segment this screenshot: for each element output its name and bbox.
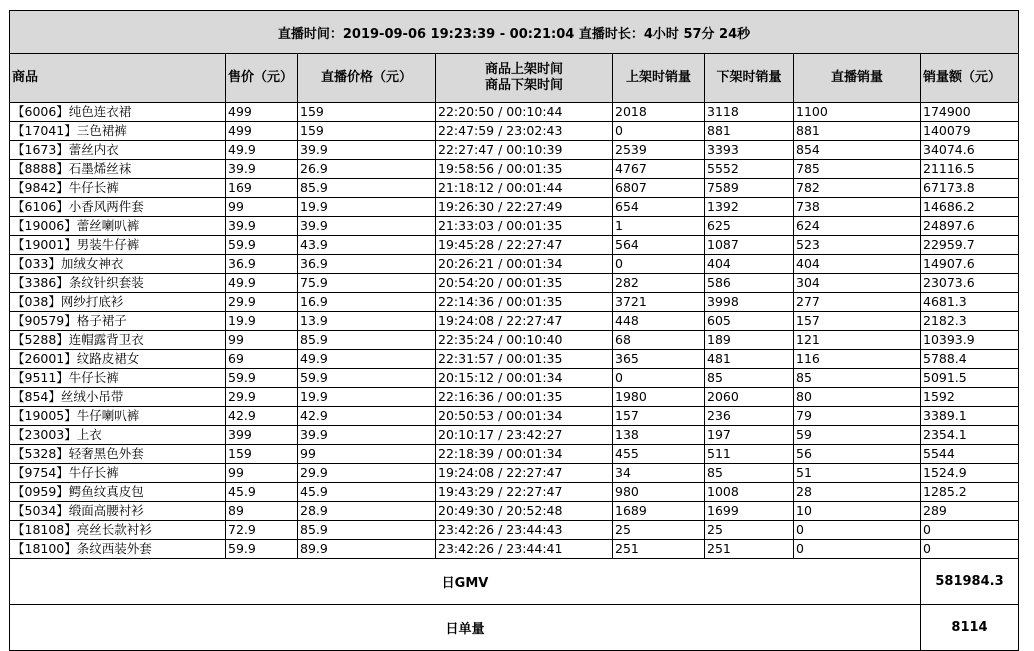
table-row: [10, 103, 1019, 122]
summary-orders-value: 8114: [921, 605, 1019, 651]
cell-shelf-time: 20:26:21 / 00:01:34: [436, 255, 613, 274]
cell-sales-off: 404: [705, 255, 794, 274]
header-live-price: 直播价格（元）: [298, 54, 436, 103]
cell-revenue: 24897.6: [921, 217, 1019, 236]
cell-price: 72.9: [226, 521, 298, 540]
cell-shelf-time: 19:24:08 / 22:27:47: [436, 312, 613, 331]
table-row: [10, 293, 1019, 312]
table-row: [10, 179, 1019, 198]
cell-revenue: 0: [921, 540, 1019, 559]
cell-price: 159: [226, 445, 298, 464]
cell-live-price: 75.9: [298, 274, 436, 293]
cell-sales-off: 586: [705, 274, 794, 293]
cell-live-price: 36.9: [298, 255, 436, 274]
cell-shelf-time: 19:43:29 / 22:27:47: [436, 483, 613, 502]
cell-product: 【18100】条纹西装外套: [10, 540, 226, 559]
cell-product: 【8888】石墨烯丝袜: [10, 160, 226, 179]
table-row: [10, 198, 1019, 217]
cell-sales-off: 605: [705, 312, 794, 331]
cell-sales-on: 1: [613, 217, 705, 236]
cell-sales-off: 625: [705, 217, 794, 236]
cell-sales-on: 0: [613, 369, 705, 388]
cell-sales-off: 189: [705, 331, 794, 350]
cell-live-sales: 79: [794, 407, 921, 426]
cell-shelf-time: 19:26:30 / 22:27:49: [436, 198, 613, 217]
cell-sales-on: 6807: [613, 179, 705, 198]
cell-revenue: 0: [921, 521, 1019, 540]
table-row: [10, 255, 1019, 274]
cell-sales-on: 564: [613, 236, 705, 255]
cell-revenue: 2182.3: [921, 312, 1019, 331]
header-sales-off: 下架时销量: [705, 54, 794, 103]
cell-sales-on: 4767: [613, 160, 705, 179]
cell-live-sales: 59: [794, 426, 921, 445]
summary-gmv-label: 日GMV: [10, 559, 921, 605]
cell-live-price: 43.9: [298, 236, 436, 255]
cell-live-price: 39.9: [298, 217, 436, 236]
header-shelf-time-on: 商品上架时间: [484, 62, 563, 77]
cell-revenue: 67173.8: [921, 179, 1019, 198]
cell-live-price: 39.9: [298, 141, 436, 160]
cell-product: 【6006】纯色连衣裙: [10, 103, 226, 122]
cell-shelf-time: 22:35:24 / 00:10:40: [436, 331, 613, 350]
cell-sales-off: 1008: [705, 483, 794, 502]
cell-live-sales: 785: [794, 160, 921, 179]
cell-live-price: 39.9: [298, 426, 436, 445]
cell-shelf-time: 22:47:59 / 23:02:43: [436, 122, 613, 141]
cell-price: 99: [226, 464, 298, 483]
cell-price: 45.9: [226, 483, 298, 502]
cell-revenue: 140079: [921, 122, 1019, 141]
cell-sales-on: 251: [613, 540, 705, 559]
cell-sales-off: 3118: [705, 103, 794, 122]
cell-product: 【6106】小香风两件套: [10, 198, 226, 217]
cell-live-price: 85.9: [298, 179, 436, 198]
cell-price: 49.9: [226, 274, 298, 293]
cell-shelf-time: 23:42:26 / 23:44:41: [436, 540, 613, 559]
cell-sales-off: 1699: [705, 502, 794, 521]
cell-revenue: 23073.6: [921, 274, 1019, 293]
cell-revenue: 14686.2: [921, 198, 1019, 217]
cell-price: 499: [226, 103, 298, 122]
summary-row-gmv: [10, 559, 1019, 605]
cell-sales-off: 85: [705, 464, 794, 483]
cell-sales-on: 2018: [613, 103, 705, 122]
table-row: [10, 483, 1019, 502]
cell-product: 【5328】轻奢黑色外套: [10, 445, 226, 464]
cell-live-sales: 854: [794, 141, 921, 160]
cell-sales-on: 3721: [613, 293, 705, 312]
table-row: [10, 141, 1019, 160]
title-row: [10, 11, 1019, 54]
cell-revenue: 3389.1: [921, 407, 1019, 426]
cell-revenue: 22959.7: [921, 236, 1019, 255]
cell-revenue: 174900: [921, 103, 1019, 122]
header-revenue: 销量额（元）: [921, 54, 1019, 103]
header-row: [10, 54, 1019, 103]
cell-live-sales: 85: [794, 369, 921, 388]
header-sales-on: 上架时销量: [613, 54, 705, 103]
cell-live-price: 85.9: [298, 331, 436, 350]
table-row: [10, 502, 1019, 521]
cell-price: 399: [226, 426, 298, 445]
cell-live-sales: 0: [794, 521, 921, 540]
cell-product: 【23003】上衣: [10, 426, 226, 445]
cell-sales-off: 85: [705, 369, 794, 388]
cell-shelf-time: 19:58:56 / 00:01:35: [436, 160, 613, 179]
table-row: [10, 217, 1019, 236]
cell-shelf-time: 19:24:08 / 22:27:47: [436, 464, 613, 483]
cell-live-price: 85.9: [298, 521, 436, 540]
cell-live-price: 89.9: [298, 540, 436, 559]
cell-price: 36.9: [226, 255, 298, 274]
table-row: [10, 236, 1019, 255]
live-time-title: 直播时间：2019-09-06 19:23:39 - 00:21:04 直播时长：4小时 57分 24秒: [10, 11, 1019, 54]
cell-live-price: 99: [298, 445, 436, 464]
header-shelf-time: [436, 54, 613, 103]
cell-revenue: 14907.6: [921, 255, 1019, 274]
header-product: 商品: [10, 54, 226, 103]
cell-price: 59.9: [226, 369, 298, 388]
cell-shelf-time: 21:18:12 / 00:01:44: [436, 179, 613, 198]
cell-price: 29.9: [226, 293, 298, 312]
cell-live-price: 28.9: [298, 502, 436, 521]
cell-price: 19.9: [226, 312, 298, 331]
cell-product: 【9511】牛仔长裤: [10, 369, 226, 388]
cell-price: 49.9: [226, 141, 298, 160]
cell-sales-off: 2060: [705, 388, 794, 407]
cell-sales-off: 511: [705, 445, 794, 464]
cell-sales-on: 0: [613, 122, 705, 141]
sales-table: [9, 10, 1019, 651]
summary-row-orders: [10, 605, 1019, 651]
cell-live-sales: 157: [794, 312, 921, 331]
cell-product: 【90579】格子裙子: [10, 312, 226, 331]
cell-sales-off: 25: [705, 521, 794, 540]
summary-gmv-value: 581984.3: [921, 559, 1019, 605]
cell-sales-on: 1980: [613, 388, 705, 407]
cell-sales-off: 197: [705, 426, 794, 445]
cell-product: 【038】网纱打底衫: [10, 293, 226, 312]
cell-live-sales: 277: [794, 293, 921, 312]
cell-live-price: 19.9: [298, 198, 436, 217]
cell-shelf-time: 22:16:36 / 00:01:35: [436, 388, 613, 407]
live-stream-sales-sheet: [9, 10, 1018, 651]
cell-live-sales: 51: [794, 464, 921, 483]
table-row: [10, 274, 1019, 293]
cell-shelf-time: 21:33:03 / 00:01:35: [436, 217, 613, 236]
cell-live-price: 13.9: [298, 312, 436, 331]
cell-live-price: 49.9: [298, 350, 436, 369]
cell-sales-off: 5552: [705, 160, 794, 179]
cell-live-price: 45.9: [298, 483, 436, 502]
cell-product: 【1673】蕾丝内衣: [10, 141, 226, 160]
cell-revenue: 34074.6: [921, 141, 1019, 160]
cell-sales-off: 1087: [705, 236, 794, 255]
cell-live-sales: 0: [794, 540, 921, 559]
cell-shelf-time: 19:45:28 / 22:27:47: [436, 236, 613, 255]
cell-revenue: 5544: [921, 445, 1019, 464]
table-row: [10, 388, 1019, 407]
cell-revenue: 5091.5: [921, 369, 1019, 388]
cell-product: 【5034】缎面高腰衬衫: [10, 502, 226, 521]
table-row: [10, 312, 1019, 331]
cell-sales-on: 2539: [613, 141, 705, 160]
cell-sales-on: 282: [613, 274, 705, 293]
header-live-sales: 直播销量: [794, 54, 921, 103]
cell-sales-on: 157: [613, 407, 705, 426]
cell-sales-off: 236: [705, 407, 794, 426]
table-row: [10, 122, 1019, 141]
cell-shelf-time: 23:42:26 / 23:44:43: [436, 521, 613, 540]
cell-live-sales: 116: [794, 350, 921, 369]
cell-product: 【854】丝绒小吊带: [10, 388, 226, 407]
cell-live-sales: 80: [794, 388, 921, 407]
cell-price: 69: [226, 350, 298, 369]
cell-product: 【19001】男装牛仔裤: [10, 236, 226, 255]
cell-product: 【18108】亮丝长款衬衫: [10, 521, 226, 540]
cell-sales-on: 980: [613, 483, 705, 502]
cell-sales-on: 455: [613, 445, 705, 464]
cell-live-sales: 738: [794, 198, 921, 217]
cell-shelf-time: 22:31:57 / 00:01:35: [436, 350, 613, 369]
cell-revenue: 1592: [921, 388, 1019, 407]
cell-sales-off: 251: [705, 540, 794, 559]
cell-revenue: 21116.5: [921, 160, 1019, 179]
table-row: [10, 331, 1019, 350]
table-row: [10, 369, 1019, 388]
table-row: [10, 464, 1019, 483]
cell-revenue: 5788.4: [921, 350, 1019, 369]
cell-price: 39.9: [226, 217, 298, 236]
cell-revenue: 1285.2: [921, 483, 1019, 502]
cell-live-sales: 28: [794, 483, 921, 502]
cell-revenue: 10393.9: [921, 331, 1019, 350]
cell-product: 【19005】牛仔喇叭裤: [10, 407, 226, 426]
cell-live-sales: 881: [794, 122, 921, 141]
cell-live-price: 26.9: [298, 160, 436, 179]
cell-shelf-time: 20:15:12 / 00:01:34: [436, 369, 613, 388]
cell-sales-on: 34: [613, 464, 705, 483]
cell-product: 【5288】连帽露背卫衣: [10, 331, 226, 350]
cell-shelf-time: 20:10:17 / 23:42:27: [436, 426, 613, 445]
cell-price: 169: [226, 179, 298, 198]
cell-product: 【26001】纹路皮裙女: [10, 350, 226, 369]
header-shelf-time-off: 商品下架时间: [484, 78, 563, 93]
cell-sales-on: 1689: [613, 502, 705, 521]
cell-live-price: 159: [298, 122, 436, 141]
cell-revenue: 1524.9: [921, 464, 1019, 483]
cell-sales-on: 0: [613, 255, 705, 274]
cell-product: 【3386】条纹针织套装: [10, 274, 226, 293]
cell-revenue: 289: [921, 502, 1019, 521]
cell-sales-off: 3393: [705, 141, 794, 160]
cell-sales-on: 654: [613, 198, 705, 217]
cell-price: 29.9: [226, 388, 298, 407]
cell-sales-on: 448: [613, 312, 705, 331]
cell-price: 99: [226, 331, 298, 350]
table-row: [10, 426, 1019, 445]
cell-sales-off: 881: [705, 122, 794, 141]
cell-shelf-time: 20:49:30 / 20:52:48: [436, 502, 613, 521]
cell-sales-on: 365: [613, 350, 705, 369]
cell-product: 【033】加绒女神衣: [10, 255, 226, 274]
cell-live-sales: 304: [794, 274, 921, 293]
cell-live-price: 29.9: [298, 464, 436, 483]
cell-sales-on: 25: [613, 521, 705, 540]
table-row: [10, 350, 1019, 369]
cell-product: 【19006】蕾丝喇叭裤: [10, 217, 226, 236]
cell-live-price: 42.9: [298, 407, 436, 426]
cell-live-sales: 624: [794, 217, 921, 236]
cell-shelf-time: 20:54:20 / 00:01:35: [436, 274, 613, 293]
table-row: [10, 521, 1019, 540]
cell-shelf-time: 22:27:47 / 00:10:39: [436, 141, 613, 160]
cell-live-price: 19.9: [298, 388, 436, 407]
cell-live-sales: 404: [794, 255, 921, 274]
cell-sales-on: 138: [613, 426, 705, 445]
cell-live-sales: 782: [794, 179, 921, 198]
cell-live-price: 16.9: [298, 293, 436, 312]
cell-product: 【9842】牛仔长裤: [10, 179, 226, 198]
cell-product: 【17041】三色裙裤: [10, 122, 226, 141]
cell-shelf-time: 22:14:36 / 00:01:35: [436, 293, 613, 312]
cell-live-sales: 523: [794, 236, 921, 255]
header-price: 售价（元）: [226, 54, 298, 103]
cell-shelf-time: 22:18:39 / 00:01:34: [436, 445, 613, 464]
cell-sales-off: 3998: [705, 293, 794, 312]
cell-live-sales: 56: [794, 445, 921, 464]
summary-orders-label: 日单量: [10, 605, 921, 651]
table-row: [10, 445, 1019, 464]
table-row: [10, 540, 1019, 559]
cell-price: 59.9: [226, 540, 298, 559]
cell-live-sales: 121: [794, 331, 921, 350]
cell-price: 39.9: [226, 160, 298, 179]
cell-live-price: 159: [298, 103, 436, 122]
table-row: [10, 407, 1019, 426]
cell-price: 89: [226, 502, 298, 521]
cell-sales-off: 7589: [705, 179, 794, 198]
cell-price: 59.9: [226, 236, 298, 255]
cell-sales-off: 481: [705, 350, 794, 369]
cell-shelf-time: 20:50:53 / 00:01:34: [436, 407, 613, 426]
cell-revenue: 2354.1: [921, 426, 1019, 445]
cell-shelf-time: 22:20:50 / 00:10:44: [436, 103, 613, 122]
cell-price: 499: [226, 122, 298, 141]
cell-live-sales: 10: [794, 502, 921, 521]
cell-sales-on: 68: [613, 331, 705, 350]
cell-live-sales: 1100: [794, 103, 921, 122]
cell-live-price: 59.9: [298, 369, 436, 388]
cell-price: 99: [226, 198, 298, 217]
cell-price: 42.9: [226, 407, 298, 426]
cell-sales-off: 1392: [705, 198, 794, 217]
cell-product: 【0959】鳄鱼纹真皮包: [10, 483, 226, 502]
table-row: [10, 160, 1019, 179]
cell-product: 【9754】牛仔长裤: [10, 464, 226, 483]
cell-revenue: 4681.3: [921, 293, 1019, 312]
